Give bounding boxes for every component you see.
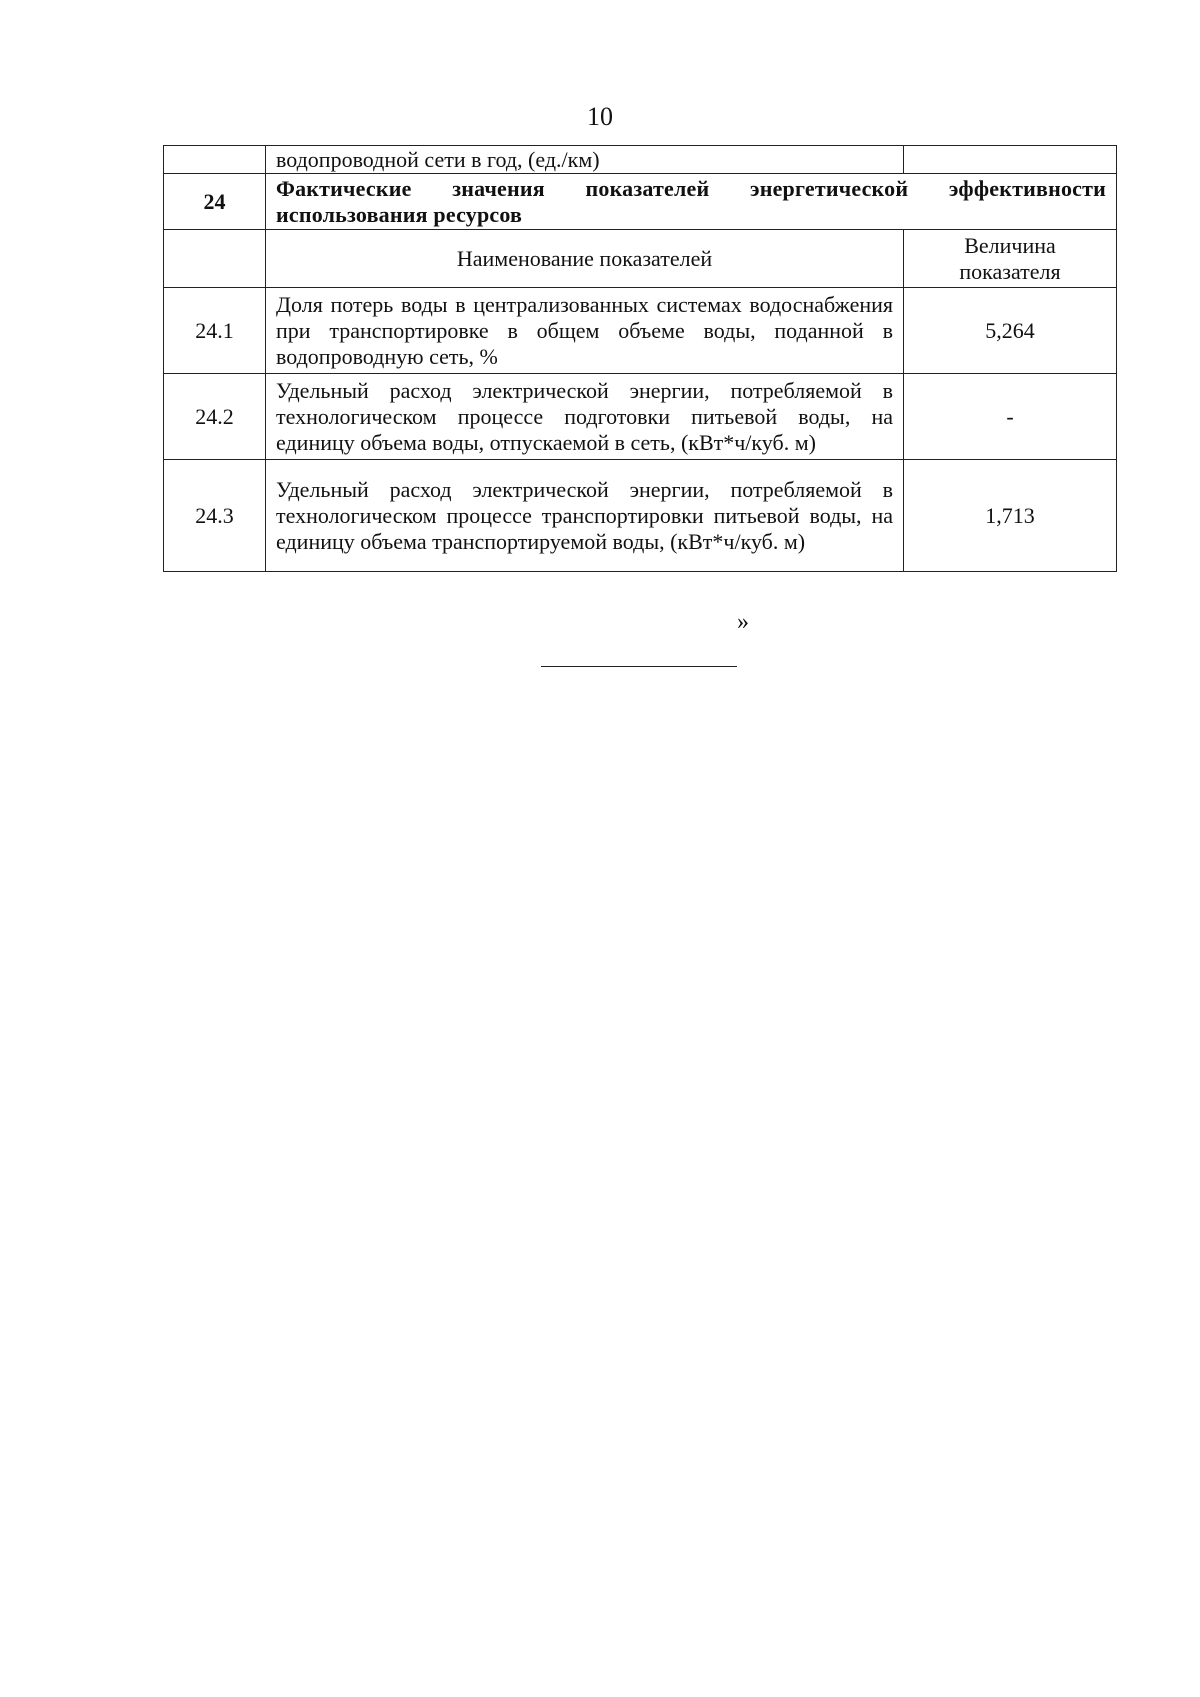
closing-quote-mark: »: [737, 609, 749, 635]
section-title: Фактические значения показателей энергетической эффективности использования ресурсов: [266, 174, 1117, 230]
row-value: 5,264: [904, 288, 1117, 374]
indicators-table: [163, 145, 1117, 572]
continued-row-text: водопроводной сети в год, (ед./км): [266, 146, 904, 174]
end-rule-divider: [541, 666, 737, 667]
header-number-cell: [164, 230, 266, 288]
continued-row: [164, 146, 1117, 174]
header-value-column: Величина показателя: [904, 230, 1117, 288]
table-row: [164, 374, 1117, 460]
table-row: [164, 460, 1117, 572]
section-number: 24: [164, 174, 266, 230]
row-number: 24.1: [164, 288, 266, 374]
row-name: Доля потерь воды в централизованных системах водоснабжения при транспортировке в общем объеме воды, поданной в водопроводную сеть, %: [266, 288, 904, 374]
row-number: 24.3: [164, 460, 266, 572]
row-number: 24.2: [164, 374, 266, 460]
header-name-column: Наименование показателей: [266, 230, 904, 288]
section-row: [164, 174, 1117, 230]
table-row: [164, 288, 1117, 374]
continued-row-value: [904, 146, 1117, 174]
header-row: [164, 230, 1117, 288]
row-value: 1,713: [904, 460, 1117, 572]
row-value: -: [904, 374, 1117, 460]
continued-row-number-cell: [164, 146, 266, 174]
row-name: Удельный расход электрической энергии, потребляемой в технологическом процессе транспортировки питьевой воды, на единицу объема транспортируемой воды, (кВт*ч/куб. м): [266, 460, 904, 572]
row-name: Удельный расход электрической энергии, потребляемой в технологическом процессе подготовки питьевой воды, на единицу объема воды, отпускаемой в сеть, (кВт*ч/куб. м): [266, 374, 904, 460]
page-number: 10: [587, 102, 613, 131]
